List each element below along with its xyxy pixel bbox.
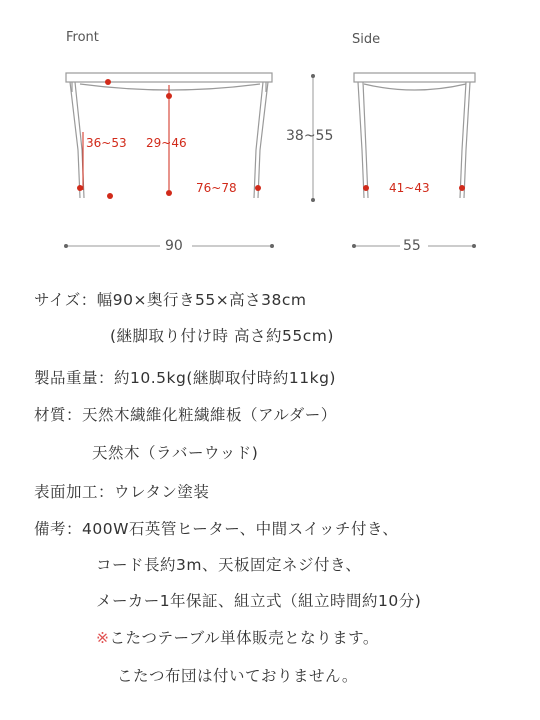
- measure-dot: [255, 185, 261, 191]
- size-line: サイズ：幅90×奥行き55×高さ38cm: [34, 291, 307, 309]
- measure-dot: [363, 185, 369, 191]
- side-inner-width-label: 41~43: [389, 181, 430, 195]
- dimension-diagram: [0, 0, 540, 270]
- measure-dot: [105, 79, 111, 85]
- measure-dot: [166, 190, 172, 196]
- notes-line-2: コード長約3m、天板固定ネジ付き、: [96, 556, 362, 574]
- notes-line-5: こたつ布団は付いておりません。: [117, 667, 358, 685]
- width-label: 90: [165, 238, 183, 254]
- measure-dot: [77, 185, 83, 191]
- material-line-2: 天然木（ラバーウッド): [92, 444, 259, 462]
- front-inner-height-label: 29~46: [146, 136, 187, 150]
- finish-line: 表面加工：ウレタン塗装: [34, 483, 210, 501]
- weight-line: 製品重量：約10.5kg(継脚取付時約11kg): [34, 369, 336, 387]
- measure-dot: [107, 193, 113, 199]
- measure-dot: [459, 185, 465, 191]
- measure-dot: [166, 93, 172, 99]
- notes-line-4: [96, 626, 379, 648]
- notes-line-3: メーカー1年保証、組立式（組立時間約10分): [96, 592, 422, 610]
- note-mark: ※: [96, 629, 110, 647]
- size-note-line: (継脚取り付け時 高さ約55cm): [110, 327, 334, 345]
- material-line: 材質：天然木繊維化粧繊維板（アルダー）: [34, 406, 337, 424]
- total-height-label: 38~55: [286, 128, 334, 144]
- front-inner-width-label: 76~78: [196, 181, 237, 195]
- notes-line: 備考：400W石英管ヒーター、中間スイッチ付き、: [34, 520, 399, 538]
- side-label: Side: [352, 32, 381, 47]
- depth-label: 55: [403, 238, 421, 254]
- front-label: Front: [66, 30, 99, 45]
- notes-line-4-text: こたつテーブル単体販売となります。: [109, 629, 379, 647]
- front-leg-height-label: 36~53: [86, 136, 127, 150]
